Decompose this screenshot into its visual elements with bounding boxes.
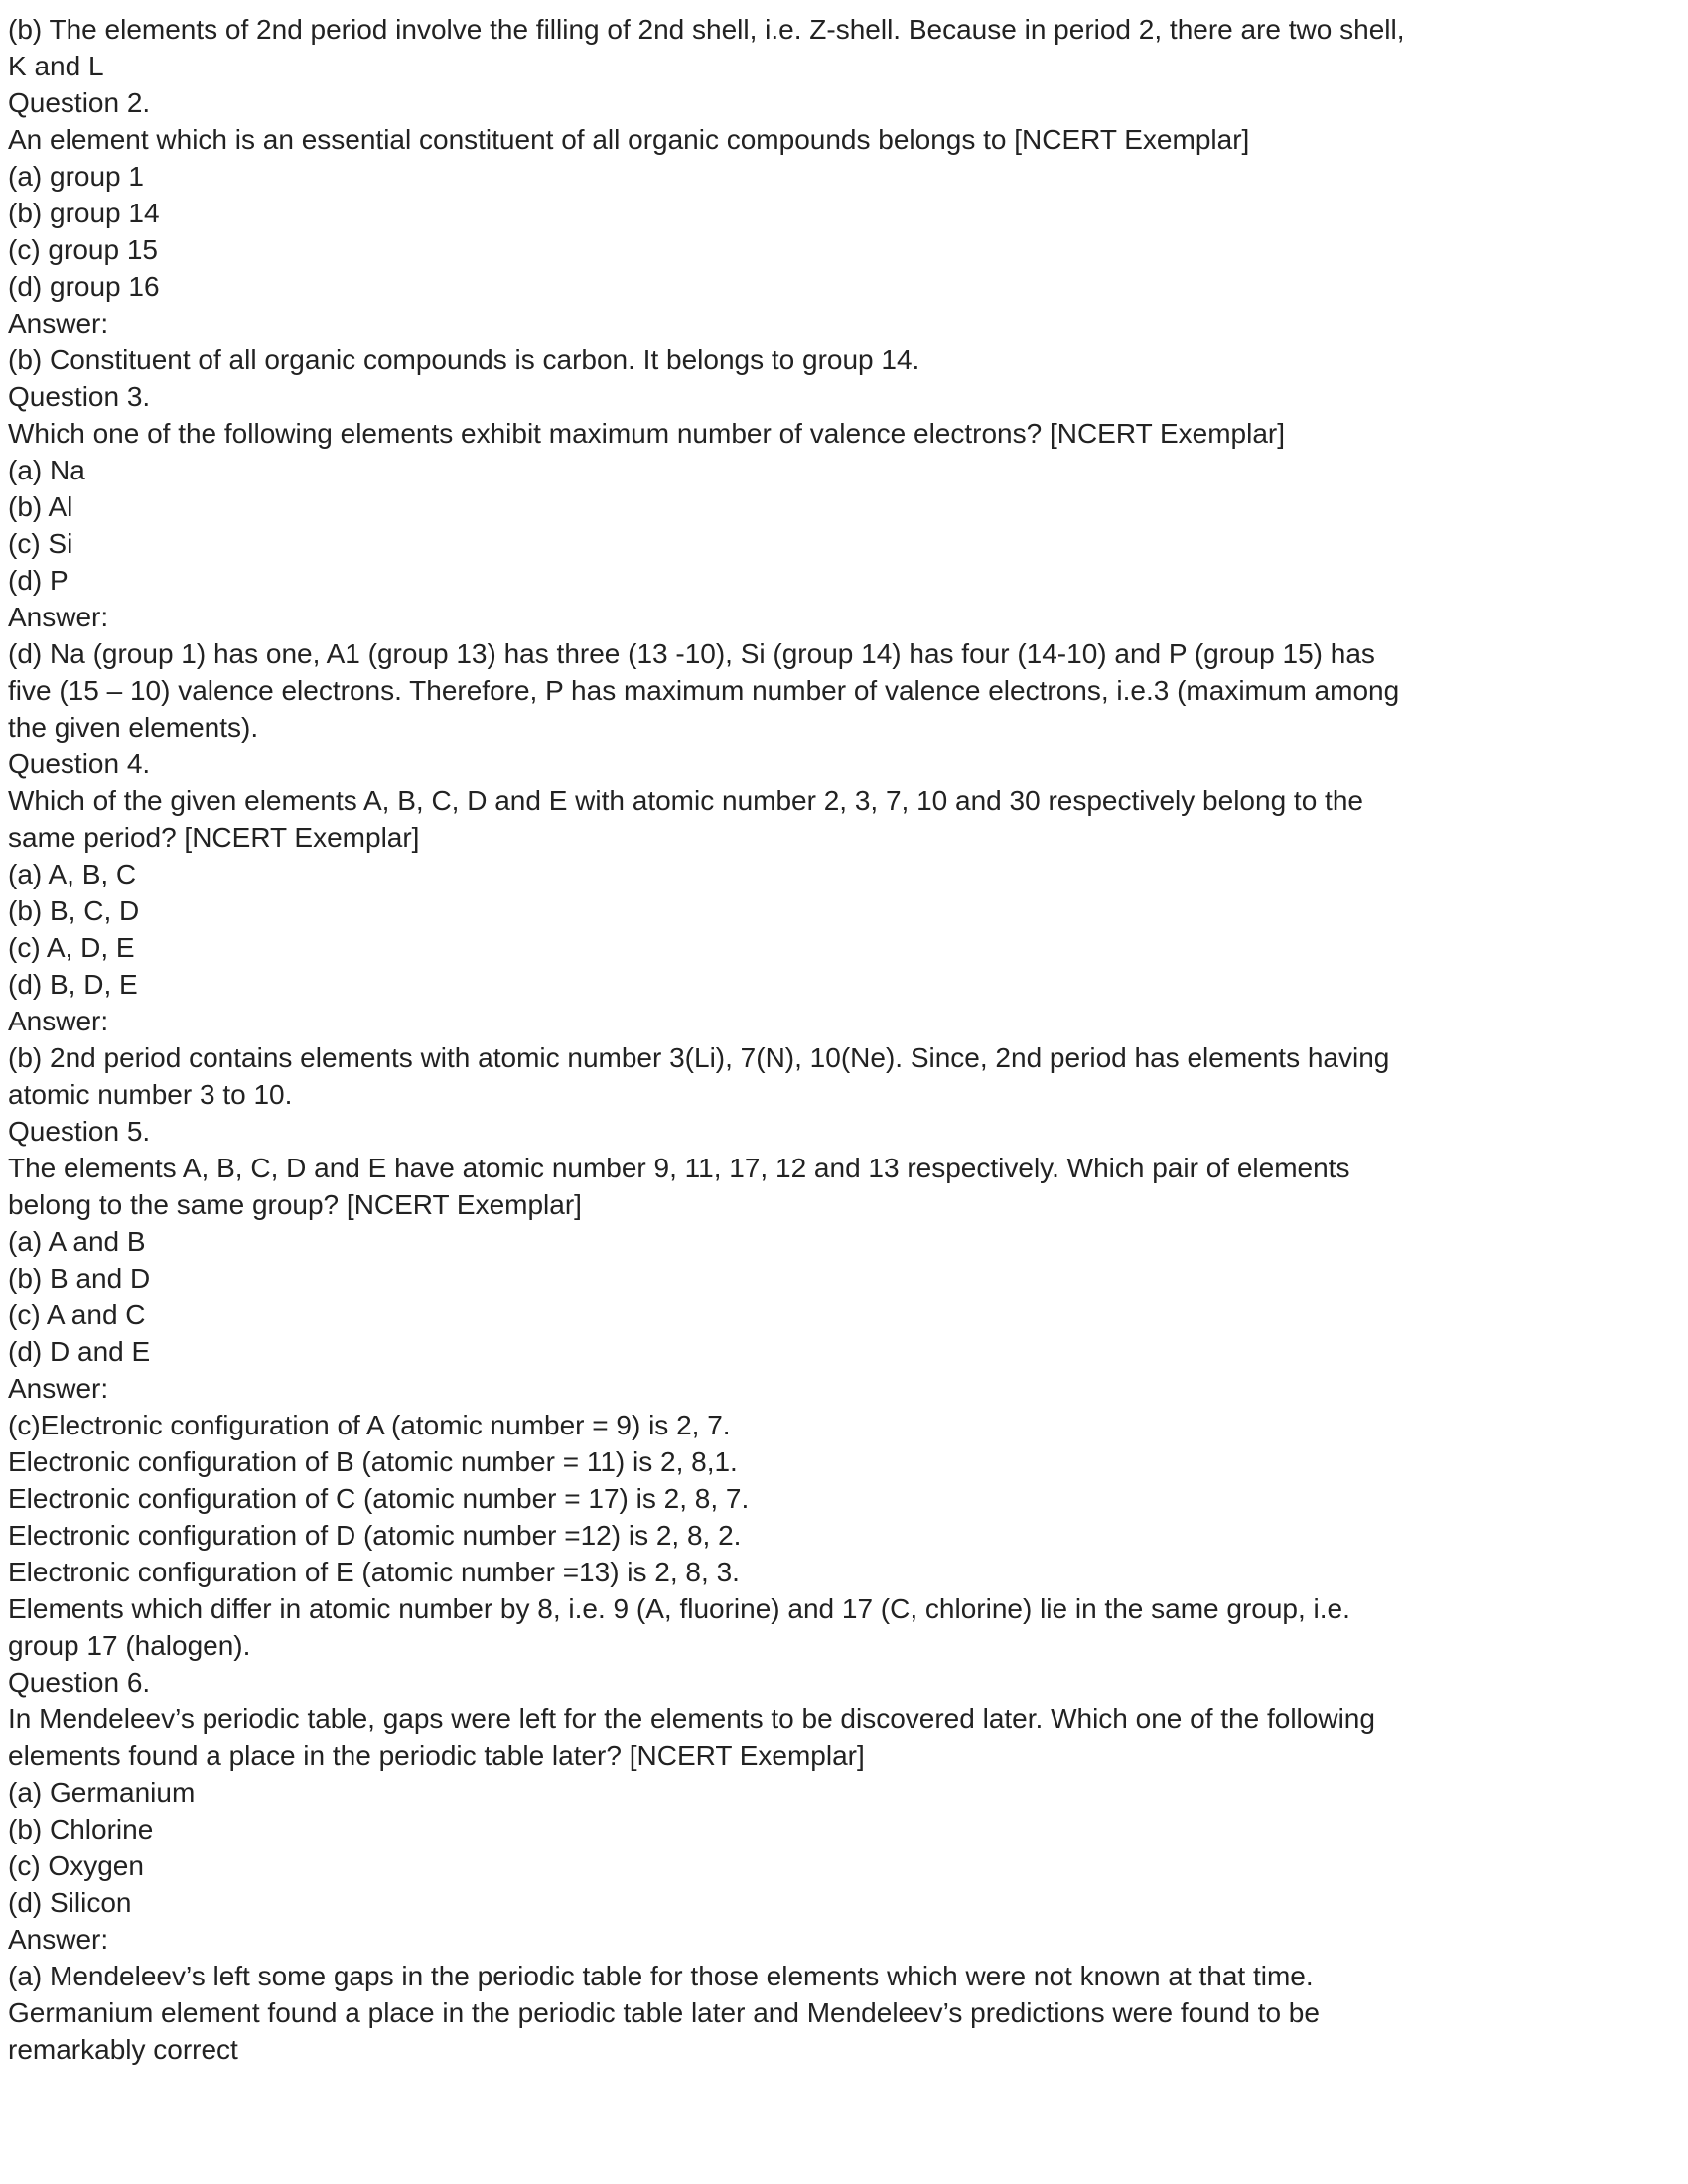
text-line: Answer:	[8, 1373, 109, 1404]
text-line: Question 6.	[8, 1667, 151, 1698]
text-line: (a) group 1	[8, 161, 144, 192]
text-line: (c)Electronic configuration of A (atomic number = 9) is 2, 7.	[8, 1410, 731, 1440]
text-line: Question 4.	[8, 749, 151, 779]
text-line: elements found a place in the periodic table later? [NCERT Exemplar]	[8, 1740, 865, 1771]
text-line: (b) Al	[8, 491, 73, 522]
text-line: Question 5.	[8, 1116, 151, 1147]
text-line: Answer:	[8, 1006, 109, 1036]
text-line: (a) Germanium	[8, 1777, 196, 1808]
text-line: Electronic configuration of D (atomic number =12) is 2, 8, 2.	[8, 1520, 742, 1551]
text-line: Answer:	[8, 1924, 109, 1955]
text-line: Electronic configuration of B (atomic number = 11) is 2, 8,1.	[8, 1446, 738, 1477]
text-line: (c) group 15	[8, 234, 158, 265]
text-line: (d) group 16	[8, 271, 160, 302]
text-line: The elements A, B, C, D and E have atomic number 9, 11, 17, 12 and 13 respectively. Which pair of elements	[8, 1153, 1350, 1183]
text-line: (a) A, B, C	[8, 859, 137, 889]
text-line: K and L	[8, 51, 104, 81]
text-line: Elements which differ in atomic number by 8, i.e. 9 (A, fluorine) and 17 (C, chlorine) lie in the same group, i.e.	[8, 1593, 1350, 1624]
text-line: In Mendeleev’s periodic table, gaps were left for the elements to be discovered later. Which one of the following	[8, 1704, 1375, 1734]
text-line: (b) B, C, D	[8, 895, 140, 926]
text-line: Which of the given elements A, B, C, D and E with atomic number 2, 3, 7, 10 and 30 respectively belong to the	[8, 785, 1363, 816]
text-line: five (15 – 10) valence electrons. Therefore, P has maximum number of valence electrons, i.e.3 (maximum among	[8, 675, 1400, 706]
text-line: Electronic configuration of E (atomic number =13) is 2, 8, 3.	[8, 1557, 740, 1587]
text-line: group 17 (halogen).	[8, 1630, 251, 1661]
text-line: (c) A and C	[8, 1299, 146, 1330]
text-line: Germanium element found a place in the periodic table later and Mendeleev’s predictions were found to be	[8, 1997, 1320, 2028]
text-line: An element which is an essential constituent of all organic compounds belongs to [NCERT Exemplar]	[8, 124, 1250, 155]
text-line: (a) Na	[8, 455, 85, 485]
text-line: (b) Chlorine	[8, 1814, 154, 1844]
text-line: atomic number 3 to 10.	[8, 1079, 293, 1110]
text-line: (d) P	[8, 565, 69, 596]
text-line: (b) The elements of 2nd period involve the filling of 2nd shell, i.e. Z-shell. Because in period 2, there are two shell,	[8, 14, 1405, 45]
text-line: (d) Na (group 1) has one, A1 (group 13) has three (13 -10), Si (group 14) has four (14-10) and P (group 15) has	[8, 638, 1375, 669]
text-line: same period? [NCERT Exemplar]	[8, 822, 420, 853]
text-line: Answer:	[8, 308, 109, 339]
text-line: (b) Constituent of all organic compounds is carbon. It belongs to group 14.	[8, 344, 920, 375]
text-line: (c) A, D, E	[8, 932, 135, 963]
text-line: (b) group 14	[8, 198, 160, 228]
text-line: (d) B, D, E	[8, 969, 138, 1000]
text-line: (d) Silicon	[8, 1887, 132, 1918]
text-line: (c) Oxygen	[8, 1850, 144, 1881]
text-line: Answer:	[8, 602, 109, 632]
text-line: (b) 2nd period contains elements with atomic number 3(Li), 7(N), 10(Ne). Since, 2nd period has elements having	[8, 1042, 1390, 1073]
text-line: (a) Mendeleev’s left some gaps in the periodic table for those elements which were not known at that time.	[8, 1961, 1314, 1991]
text-line: Electronic configuration of C (atomic number = 17) is 2, 8, 7.	[8, 1483, 750, 1514]
text-line: the given elements).	[8, 712, 259, 743]
text-line: Question 3.	[8, 381, 151, 412]
text-line: (d) D and E	[8, 1336, 151, 1367]
text-line: (a) A and B	[8, 1226, 146, 1257]
text-line: (c) Si	[8, 528, 73, 559]
text-line: Question 2.	[8, 87, 151, 118]
text-line: (b) B and D	[8, 1263, 151, 1294]
text-line: belong to the same group? [NCERT Exemplar]	[8, 1189, 582, 1220]
text-line: remarkably correct	[8, 2034, 238, 2065]
text-line: Which one of the following elements exhibit maximum number of valence electrons? [NCERT Exemplar]	[8, 418, 1285, 449]
text-content	[8, 11, 1678, 2068]
